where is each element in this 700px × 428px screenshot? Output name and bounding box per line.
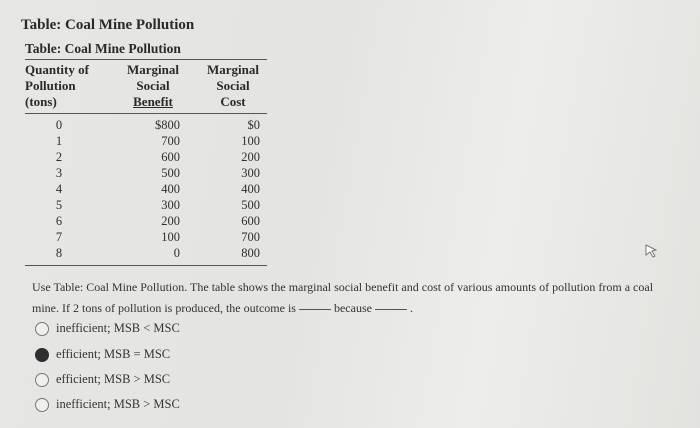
table-row	[25, 213, 267, 229]
benefit-cell: 200	[161, 214, 180, 228]
cost-cell: $0	[247, 118, 260, 132]
option-inefficient-msb-greater-msc[interactable]	[35, 397, 180, 412]
table-row	[25, 229, 267, 245]
quantity-cell: 8	[55, 246, 63, 260]
table-row	[25, 245, 267, 261]
benefit-cell: 100	[161, 230, 180, 244]
radio-button[interactable]	[35, 322, 49, 336]
header-marginal-social-cost: Marginal Social Cost	[207, 62, 259, 109]
table-row	[25, 149, 267, 165]
cost-cell: 100	[241, 134, 260, 148]
quantity-cell: 1	[55, 134, 63, 148]
option-label: inefficient; MSB > MSC	[56, 397, 180, 411]
answer-blank-1	[299, 309, 331, 310]
quantity-cell: 0	[55, 118, 63, 132]
header-quantity: Quantity of Pollution (tons)	[25, 62, 89, 109]
quantity-cell: 2	[55, 150, 63, 164]
radio-button-selected[interactable]	[35, 348, 49, 362]
option-efficient-msb-equal-msc[interactable]	[35, 347, 170, 362]
benefit-cell: $800	[155, 118, 180, 132]
benefit-cell: 300	[161, 198, 180, 212]
radio-button[interactable]	[35, 373, 49, 387]
cost-cell: 400	[241, 182, 260, 196]
cost-cell: 700	[241, 230, 260, 244]
option-efficient-msb-greater-msc[interactable]	[35, 372, 170, 387]
table-row	[25, 197, 267, 213]
question-text: Use Table: Coal Mine Pollution. The table shows the marginal social benefit and cost of various amounts of pollution from a coal mine. If 2 tons of pollution is produced, the outcome is because .	[32, 280, 654, 315]
table-header-rule	[25, 113, 267, 114]
table-caption: Table: Coal Mine Pollution	[25, 41, 181, 56]
option-label: inefficient; MSB < MSC	[56, 321, 180, 335]
quantity-cell: 5	[55, 198, 63, 212]
quantity-cell: 3	[55, 166, 63, 180]
table-row	[25, 133, 267, 149]
page-heading: Table: Coal Mine Pollution	[21, 17, 195, 33]
radio-button[interactable]	[35, 398, 49, 412]
benefit-cell: 0	[173, 246, 180, 260]
benefit-cell: 400	[161, 182, 180, 196]
table-top-rule	[25, 59, 267, 60]
benefit-cell: 600	[161, 150, 180, 164]
pointer-cursor-icon	[645, 244, 661, 258]
cost-cell: 800	[241, 246, 260, 260]
quantity-cell: 7	[55, 230, 63, 244]
option-label: efficient; MSB = MSC	[56, 347, 171, 361]
cost-cell: 300	[241, 166, 260, 180]
benefit-cell: 700	[161, 134, 180, 148]
table-body	[25, 117, 267, 261]
answer-blank-2	[375, 309, 407, 310]
cost-cell: 600	[241, 214, 260, 228]
table-row	[25, 181, 267, 197]
cost-cell: 200	[241, 150, 260, 164]
header-marginal-social-benefit: Marginal Social Benefit	[127, 62, 179, 109]
option-label: efficient; MSB > MSC	[56, 372, 171, 386]
benefit-cell: 500	[161, 166, 180, 180]
table-row	[25, 117, 267, 133]
quantity-cell: 6	[55, 214, 63, 228]
option-inefficient-msb-less-msc[interactable]	[35, 321, 180, 336]
table-bottom-rule	[25, 265, 267, 266]
table-row	[25, 165, 267, 181]
cost-cell: 500	[241, 198, 260, 212]
quantity-cell: 4	[55, 182, 63, 196]
